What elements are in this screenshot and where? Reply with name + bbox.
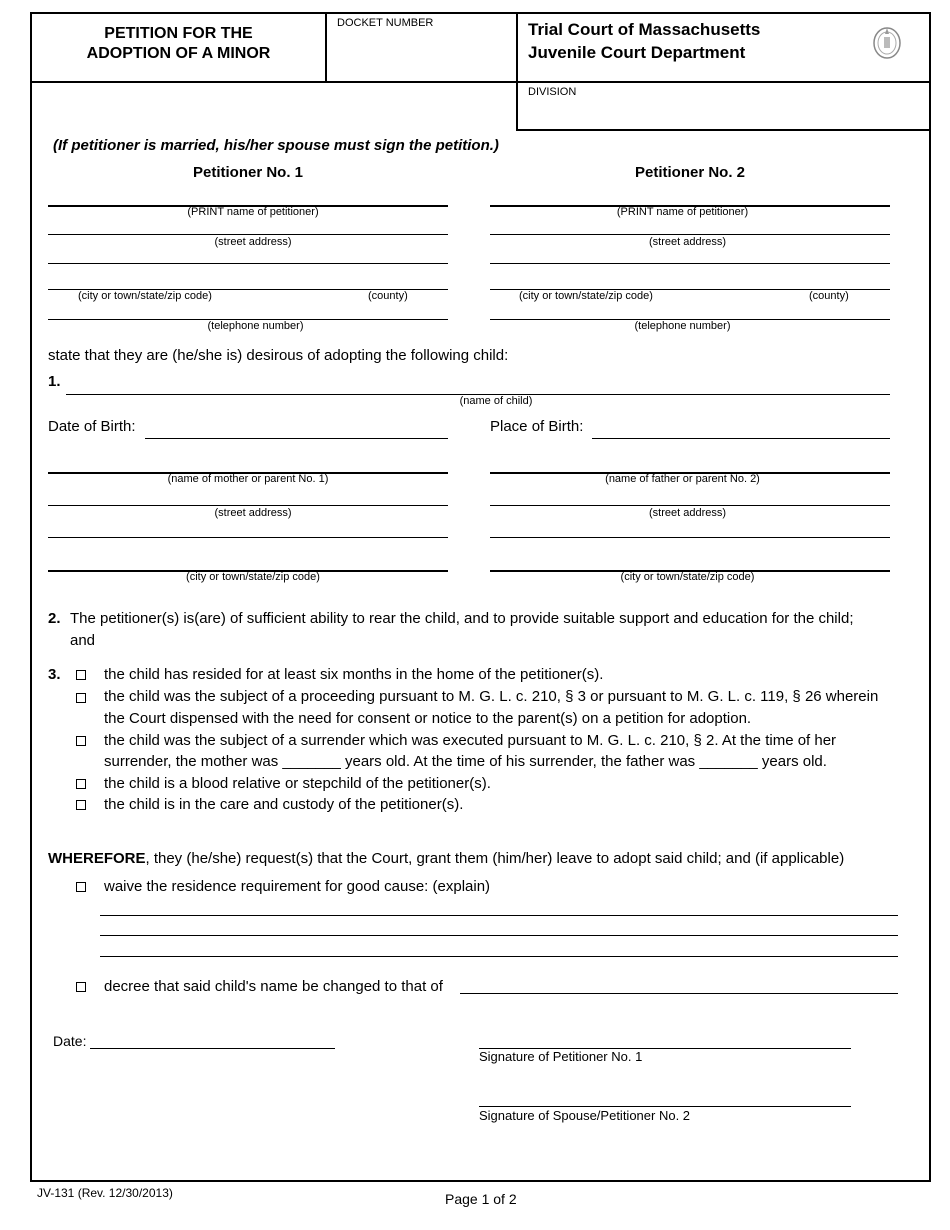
division-label: DIVISION [528,86,577,98]
item3-option1-checkbox[interactable] [76,670,86,680]
petitioner2-street-caption: (street address) [648,236,727,248]
petitioner2-signature-line[interactable] [479,1106,851,1107]
petitioner1-heading: Petitioner No. 1 [192,164,304,181]
wherefore-bold: WHEREFORE [48,850,146,867]
petitioner2-address-line2[interactable] [490,263,890,264]
parent1-address-line2[interactable] [48,537,448,538]
item3-number: 3. [48,666,61,683]
form-title [32,24,325,64]
petitioner2-name-caption: (PRINT name of petitioner) [616,206,749,218]
child-name-caption: (name of child) [459,395,533,407]
item2-text-line2: and [70,632,96,649]
item3-option1-text: the child has resided for at least six months in the home of the petitioner(s). [104,666,604,683]
item3-option3-line2: surrender, the mother was _______ years old. At the time of his surrender, the father was _______ years old. [104,753,827,770]
name-change-checkbox[interactable] [76,982,86,992]
item3-option2-line1: the child was the subject of a proceeding pursuant to M. G. L. c. 210, § 3 or pursuant to M. G. L. c. 119, § 26 wherein [104,688,879,705]
petitioner1-address-line2[interactable] [48,263,448,264]
page-number: Page 1 of 2 [445,1191,517,1207]
petitioner2-city-caption: (city or town/state/zip code) [519,290,653,302]
item3-option5-text: the child is in the care and custody of the petitioner(s). [104,796,464,813]
division-bottom-border [516,129,931,131]
form-title-line2: ADOPTION OF A MINOR [86,45,271,62]
form-id: JV-131 (Rev. 12/30/2013) [37,1186,173,1200]
massachusetts-seal-icon [870,24,904,60]
header-court-bottom-border [516,81,931,83]
item3-option3-checkbox[interactable] [76,736,86,746]
petitioner2-street-line[interactable] [490,234,890,235]
item3-option2-line2: the Court dispensed with the need for consent or notice to the parent(s) on a petition for adoption. [104,710,752,727]
wherefore-rest: , they (he/she) request(s) that the Court, grant them (him/her) leave to adopt said child; and (if applicable) [145,850,845,867]
name-change-text: decree that said child's name be changed to that of [104,978,443,995]
item2-number: 2. [48,610,61,627]
header-divider-2 [516,12,518,131]
parent2-street-line[interactable] [490,505,890,506]
explain-line-2[interactable] [100,935,898,936]
petitioner1-street-line[interactable] [48,234,448,235]
parent1-name-caption: (name of mother or parent No. 1) [167,473,329,485]
dob-line[interactable] [145,438,448,439]
waive-checkbox[interactable] [76,882,86,892]
petitioner1-name-caption: (PRINT name of petitioner) [187,206,319,218]
form-title-line1: PETITION FOR THE [104,25,253,42]
petitioner1-signature-caption: Signature of Petitioner No. 1 [479,1049,643,1064]
dob-label: Date of Birth: [48,418,136,435]
item3-option2-checkbox[interactable] [76,693,86,703]
petitioner1-phone-caption: (telephone number) [207,320,304,332]
item3-option5-checkbox[interactable] [76,800,86,810]
parent1-city-caption: (city or town/state/zip code) [186,571,320,583]
petitioner2-county-caption: (county) [809,290,849,302]
parent1-street-caption: (street address) [214,507,292,519]
parent2-city-caption: (city or town/state/zip code) [620,571,755,583]
item1-number: 1. [48,373,61,390]
pob-line[interactable] [592,438,890,439]
court-name [528,18,760,64]
waive-text: waive the residence requirement for good cause: (explain) [104,878,491,895]
item3-option4-checkbox[interactable] [76,779,86,789]
petitioner1-city-caption: (city or town/state/zip code) [78,290,212,302]
item2-text-line1: The petitioner(s) is(are) of sufficient ability to rear the child, and to provide suitable support and education for the child; [70,610,854,627]
item3-option3-line1: the child was the subject of a surrender which was executed pursuant to M. G. L. c. 210, § 2. At the time of her [104,732,837,749]
parent2-street-caption: (street address) [648,507,727,519]
petitioner2-heading: Petitioner No. 2 [634,164,746,181]
docket-number-label: DOCKET NUMBER [337,17,434,29]
date-label: Date: [53,1033,87,1049]
parent2-address-line2[interactable] [490,537,890,538]
petitioner1-street-caption: (street address) [214,236,292,248]
intro-note: (If petitioner is married, his/her spouse must sign the petition.) [53,137,499,154]
petitioner2-signature-caption: Signature of Spouse/Petitioner No. 2 [479,1108,691,1123]
new-name-line[interactable] [460,993,898,994]
wherefore-statement [48,850,844,867]
date-line[interactable] [90,1048,335,1049]
court-name-line2: Juvenile Court Department [528,43,746,62]
petitioner1-county-caption: (county) [368,290,408,302]
header-bottom-border-left [30,81,518,83]
item3-option4-text: the child is a blood relative or stepchild of the petitioner(s). [104,775,491,792]
desire-statement: state that they are (he/she is) desirous of adopting the following child: [48,347,509,364]
parent2-name-caption: (name of father or parent No. 2) [605,473,760,485]
form-frame [30,12,931,1182]
header-divider-1 [325,12,327,82]
explain-line-3[interactable] [100,956,898,957]
parent1-street-line[interactable] [48,505,448,506]
pob-label: Place of Birth: [490,418,584,435]
explain-line-1[interactable] [100,915,898,916]
court-name-line1: Trial Court of Massachusetts [528,20,761,39]
petitioner2-phone-caption: (telephone number) [634,320,731,332]
